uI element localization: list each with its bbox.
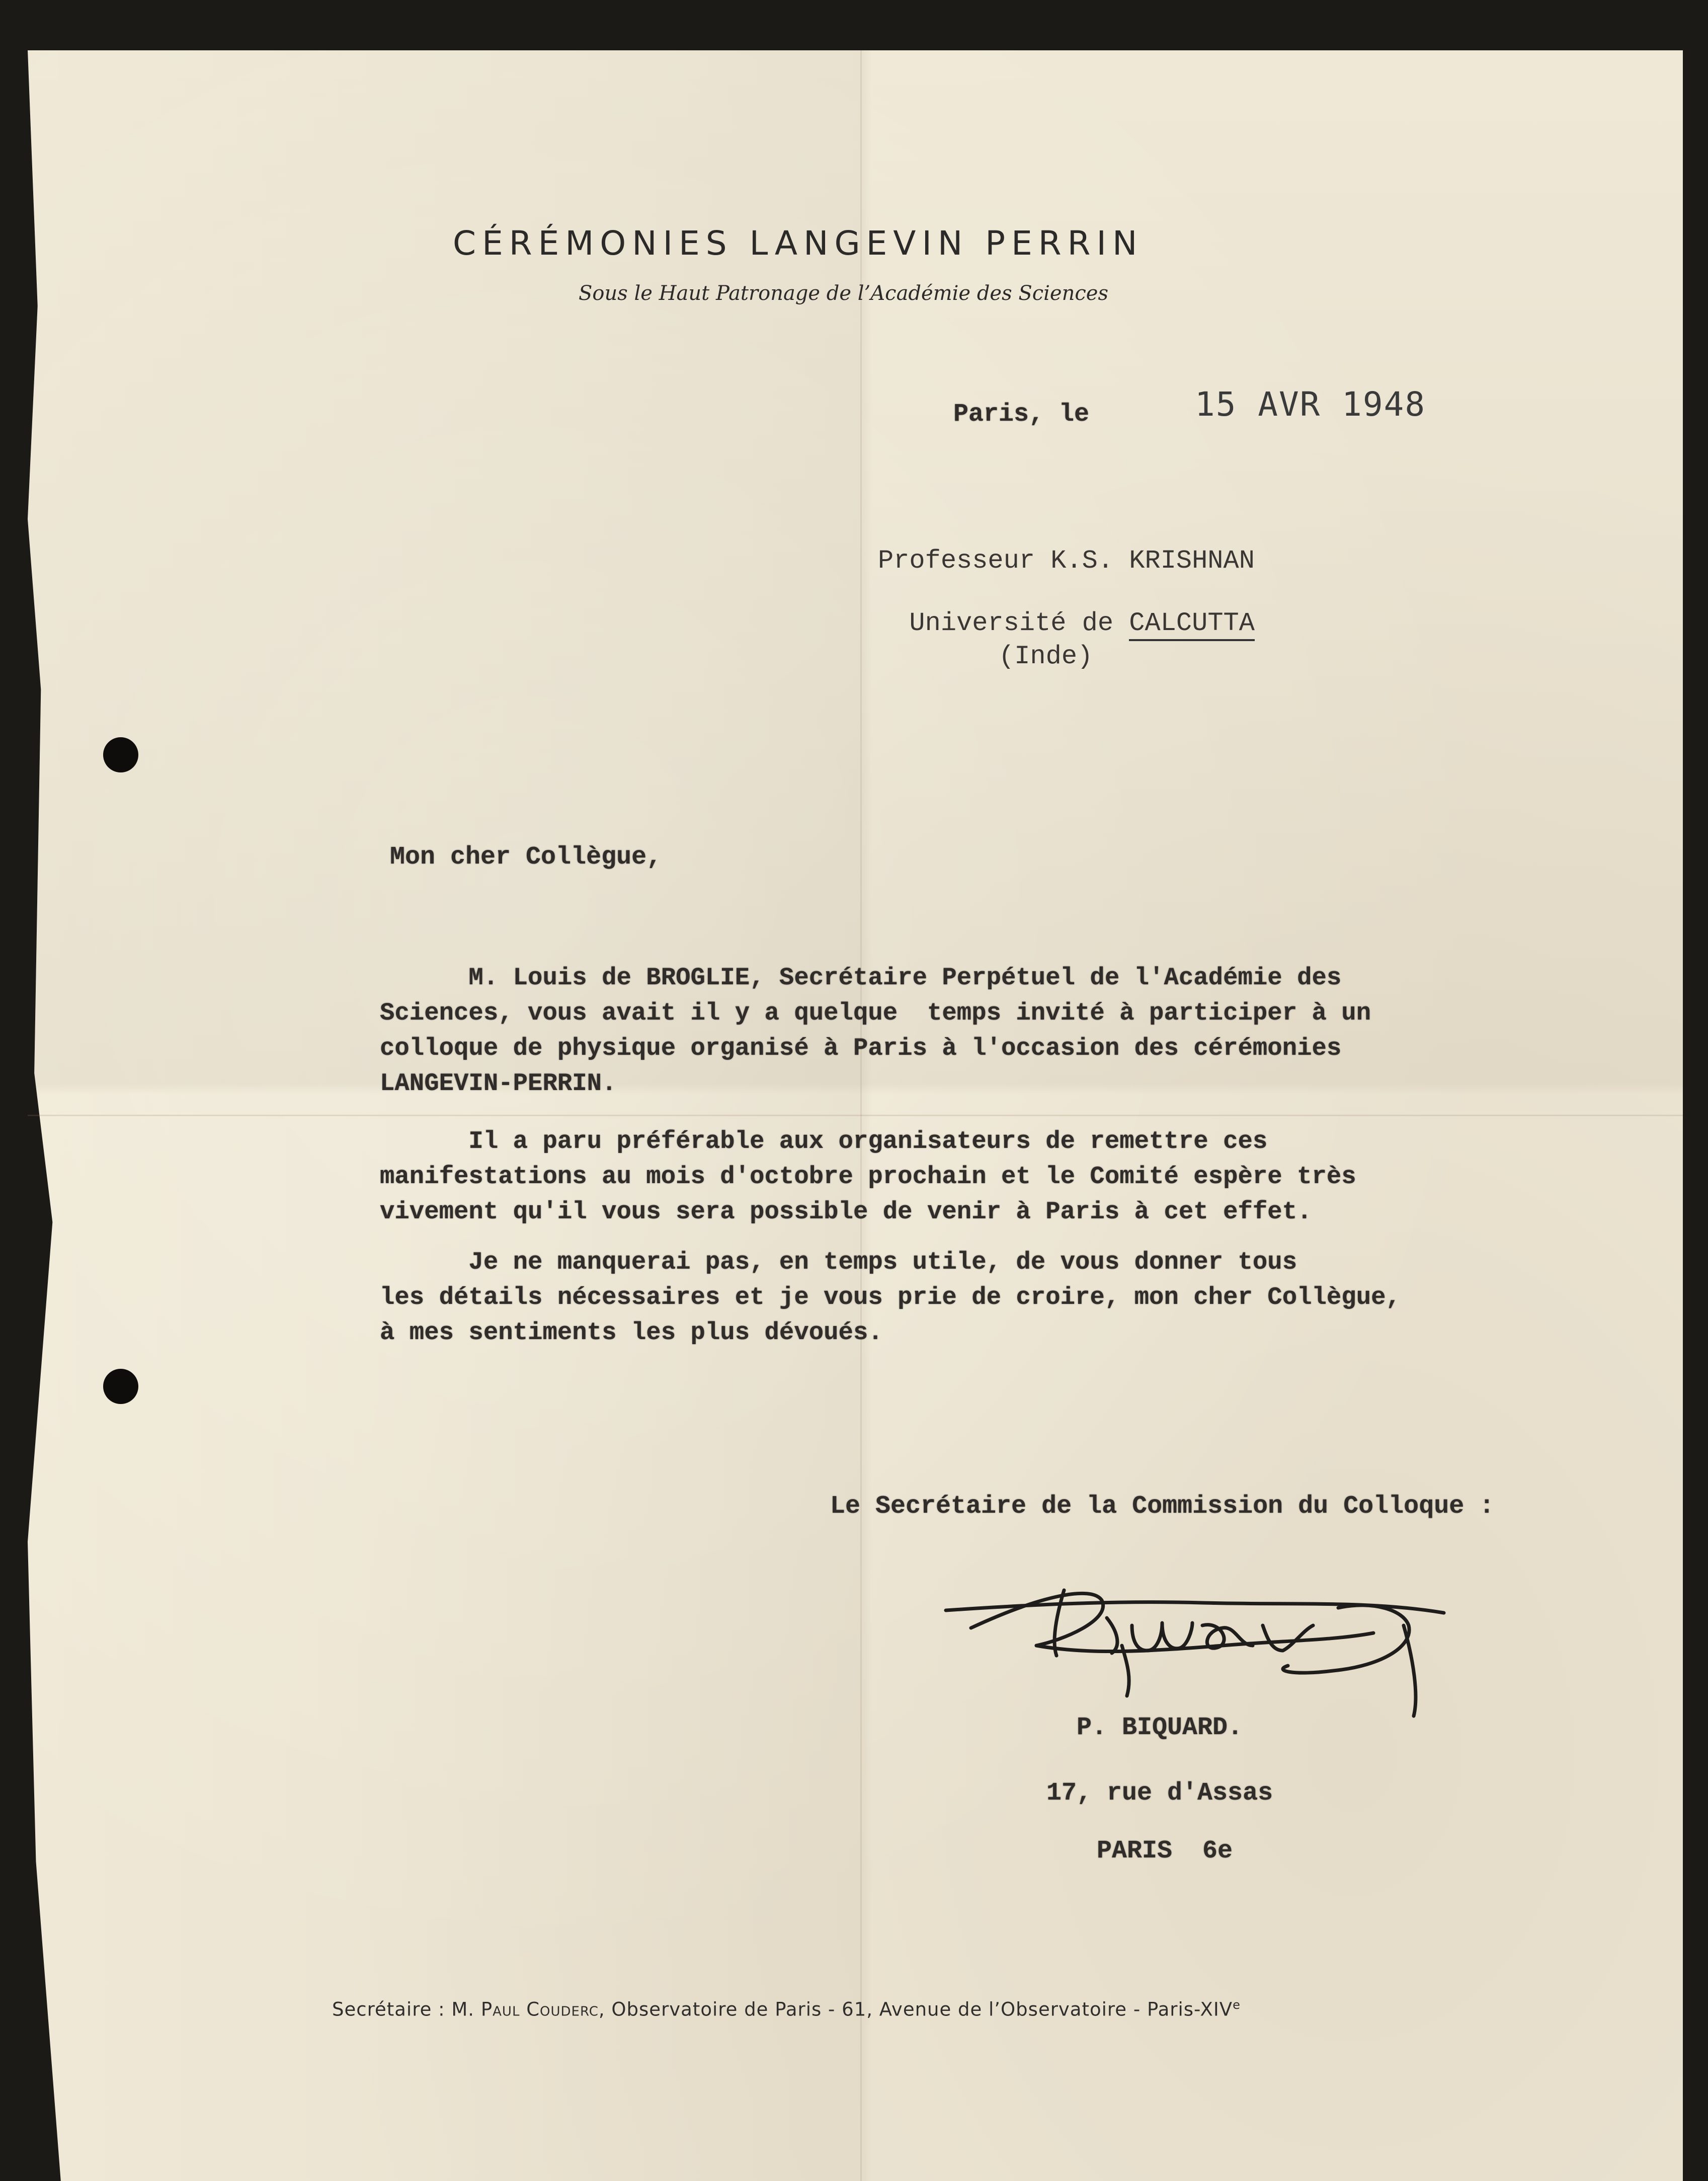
- signatory-address-street: 17, rue d'Assas: [1046, 1779, 1273, 1808]
- body-line: Je ne manquerai pas, en temps utile, de vous donner tous: [380, 1248, 1297, 1276]
- recipient-university-prefix: Université de: [909, 608, 1129, 638]
- body-line: à mes sentiments les plus dévoués.: [380, 1318, 883, 1347]
- body-line: LANGEVIN-PERRIN.: [380, 1069, 617, 1098]
- date-prefix: Paris, le: [953, 400, 1090, 429]
- signatory-name: P. BIQUARD.: [1077, 1713, 1243, 1742]
- body-line: M. Louis de BROGLIE, Secrétaire Perpétuel de l'Académie des: [380, 964, 1342, 992]
- letterhead-subtitle: Sous le Haut Patronage de l’Académie des Sciences: [579, 282, 1108, 305]
- footer-prefix: Secrétaire : M.: [332, 1998, 481, 2020]
- footer-line: [332, 1998, 1241, 2020]
- handwritten-signature: [941, 1570, 1464, 1721]
- recipient-name: Professeur K.S. KRISHNAN: [878, 546, 1255, 576]
- salutation: Mon cher Collègue,: [390, 843, 662, 872]
- recipient-university: [878, 579, 1255, 638]
- body-line: Il a paru préférable aux organisateurs de remettre ces: [380, 1127, 1268, 1155]
- body-line: colloque de physique organisé à Paris à l'occasion des cérémonies: [380, 1034, 1342, 1062]
- recipient-city: CALCUTTA: [1129, 608, 1255, 641]
- recipient-country: (Inde): [999, 642, 1093, 671]
- letterhead-title: CÉRÉMONIES LANGEVIN PERRIN: [453, 224, 1144, 263]
- body-line: Sciences, vous avait il y a quelque temps invité à participer à un: [380, 999, 1371, 1027]
- body-line: vivement qu'il vous sera possible de venir à Paris à cet effet.: [380, 1198, 1312, 1226]
- footer-address: , Observatoire de Paris - 61, Avenue de l’Observatoire - Paris-XIV: [598, 1998, 1233, 2020]
- signatory-address-city: PARIS 6e: [1097, 1837, 1233, 1865]
- signatory-role: Le Secrétaire de la Commission du Colloque :: [830, 1492, 1495, 1521]
- punch-hole-lower: [103, 1369, 138, 1404]
- date-stamp: 15 AVR 1948: [1195, 385, 1426, 424]
- footer-secretary-name: Paul Couderc: [480, 1998, 599, 2020]
- body-line: manifestations au mois d'octobre prochain et le Comité espère très: [380, 1162, 1356, 1191]
- punch-hole-upper: [103, 737, 138, 772]
- body-line: les détails nécessaires et je vous prie de croire, mon cher Collègue,: [380, 1283, 1401, 1311]
- horizontal-fold-crease: [28, 1115, 1683, 1116]
- footer-superscript: e: [1233, 1998, 1241, 2012]
